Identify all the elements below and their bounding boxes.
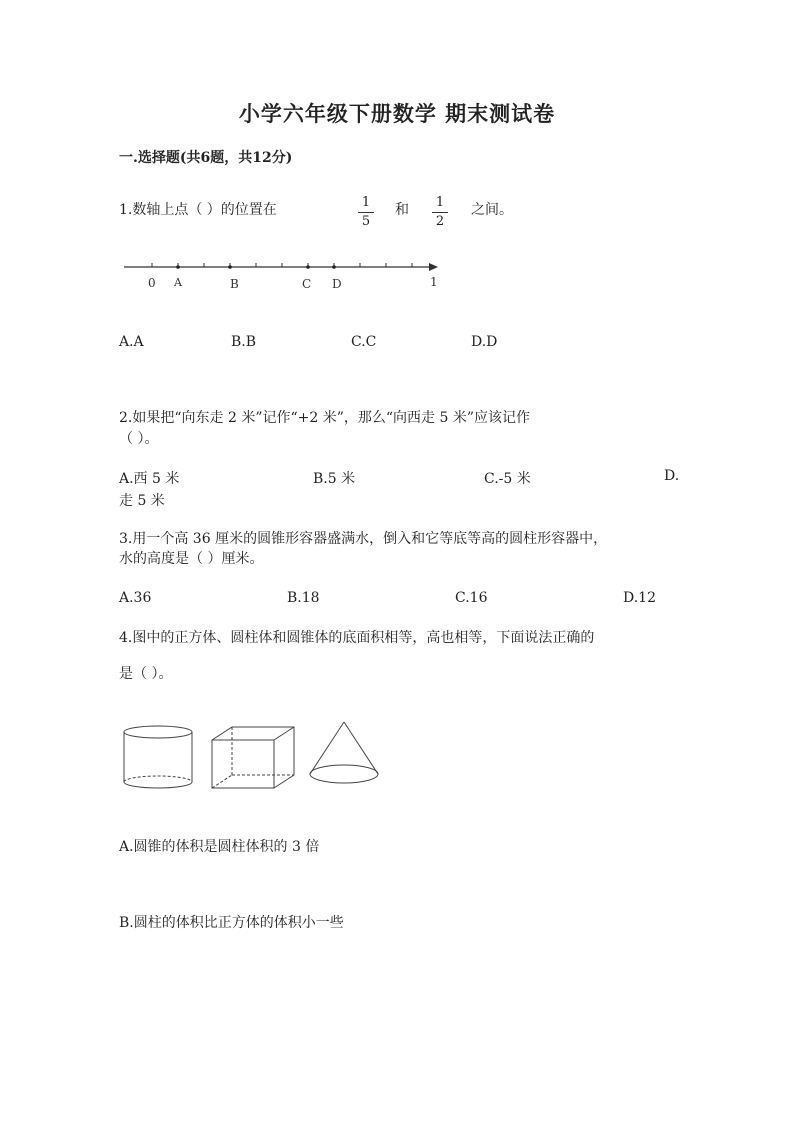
point-a-label: A (174, 276, 182, 289)
number-line-arrow (429, 263, 438, 271)
one-label: 1 (430, 275, 438, 289)
q2-line-1: 2.如果把“向东走 2 米”记作“+2 米”，那么“向西走 5 米”应该记作 (119, 410, 531, 426)
q2-option-a[interactable]: A.西 5 米 (119, 471, 180, 487)
q3-option-d[interactable]: D.12 (623, 590, 656, 606)
q1-option-c[interactable]: C.C (351, 334, 377, 350)
q1-and: 和 (395, 202, 409, 218)
q1-text-after: 之间。 (471, 202, 513, 218)
point-b-dot (228, 265, 232, 269)
point-c-label: C (302, 277, 312, 291)
section-heading: 一.选择题(共6题，共12分) (119, 150, 293, 166)
q4-line-2: 是（ ）。 (119, 666, 173, 682)
q4-option-b[interactable]: B.圆柱的体积比正方体的体积小一些 (119, 915, 344, 931)
solids-figure (118, 718, 382, 794)
cube-figure (212, 727, 294, 788)
q3-option-b[interactable]: B.18 (287, 590, 320, 606)
q3-option-a[interactable]: A.36 (119, 590, 152, 606)
q4-option-a[interactable]: A.圆锥的体积是圆柱体积的 3 倍 (119, 839, 320, 855)
q3-option-c[interactable]: C.16 (455, 590, 488, 606)
number-line-figure (118, 255, 448, 295)
q1-option-b[interactable]: B.B (231, 334, 257, 350)
cone-figure (310, 722, 378, 783)
q2-line-2: （ ）。 (119, 431, 159, 447)
q4-line-1: 4.图中的正方体、圆柱体和圆锥体的底面积相等，高也相等，下面说法正确的 (119, 630, 595, 646)
q1-fraction-1-denominator: 5 (361, 214, 371, 229)
q1-fraction-2-denominator: 2 (435, 214, 445, 229)
q1-fraction-1 (358, 196, 374, 229)
q2-option-d[interactable]: D. (664, 468, 680, 484)
q1-fraction-1-numerator: 1 (361, 195, 371, 210)
q1-option-a[interactable]: A.A (119, 334, 144, 350)
point-a-dot (176, 265, 180, 269)
q1-fraction-2-numerator: 1 (435, 195, 445, 210)
q1-text-before: 1.数轴上点（ ）的位置在 (119, 202, 277, 218)
zero-label: 0 (148, 276, 156, 290)
q2-option-d-continued: 走 5 米 (119, 493, 165, 509)
q1-option-d[interactable]: D.D (471, 334, 498, 350)
q2-option-c[interactable]: C.-5 米 (484, 471, 531, 487)
point-b-label: B (230, 277, 239, 291)
q3-line-1: 3.用一个高 36 厘米的圆锥形容器盛满水，倒入和它等底等高的圆柱形容器中， (119, 531, 608, 547)
q2-option-b[interactable]: B.5 米 (313, 471, 356, 487)
number-line-ticks (152, 263, 412, 267)
point-d-label: D (332, 277, 342, 291)
q1-fraction-2 (432, 196, 448, 229)
page-title: 小学六年级下册数学 期末测试卷 (238, 101, 556, 126)
point-c-dot (306, 265, 310, 269)
q3-line-2: 水的高度是（ ）厘米。 (119, 551, 264, 567)
point-d-dot (332, 265, 336, 269)
cylinder-figure (124, 726, 192, 788)
